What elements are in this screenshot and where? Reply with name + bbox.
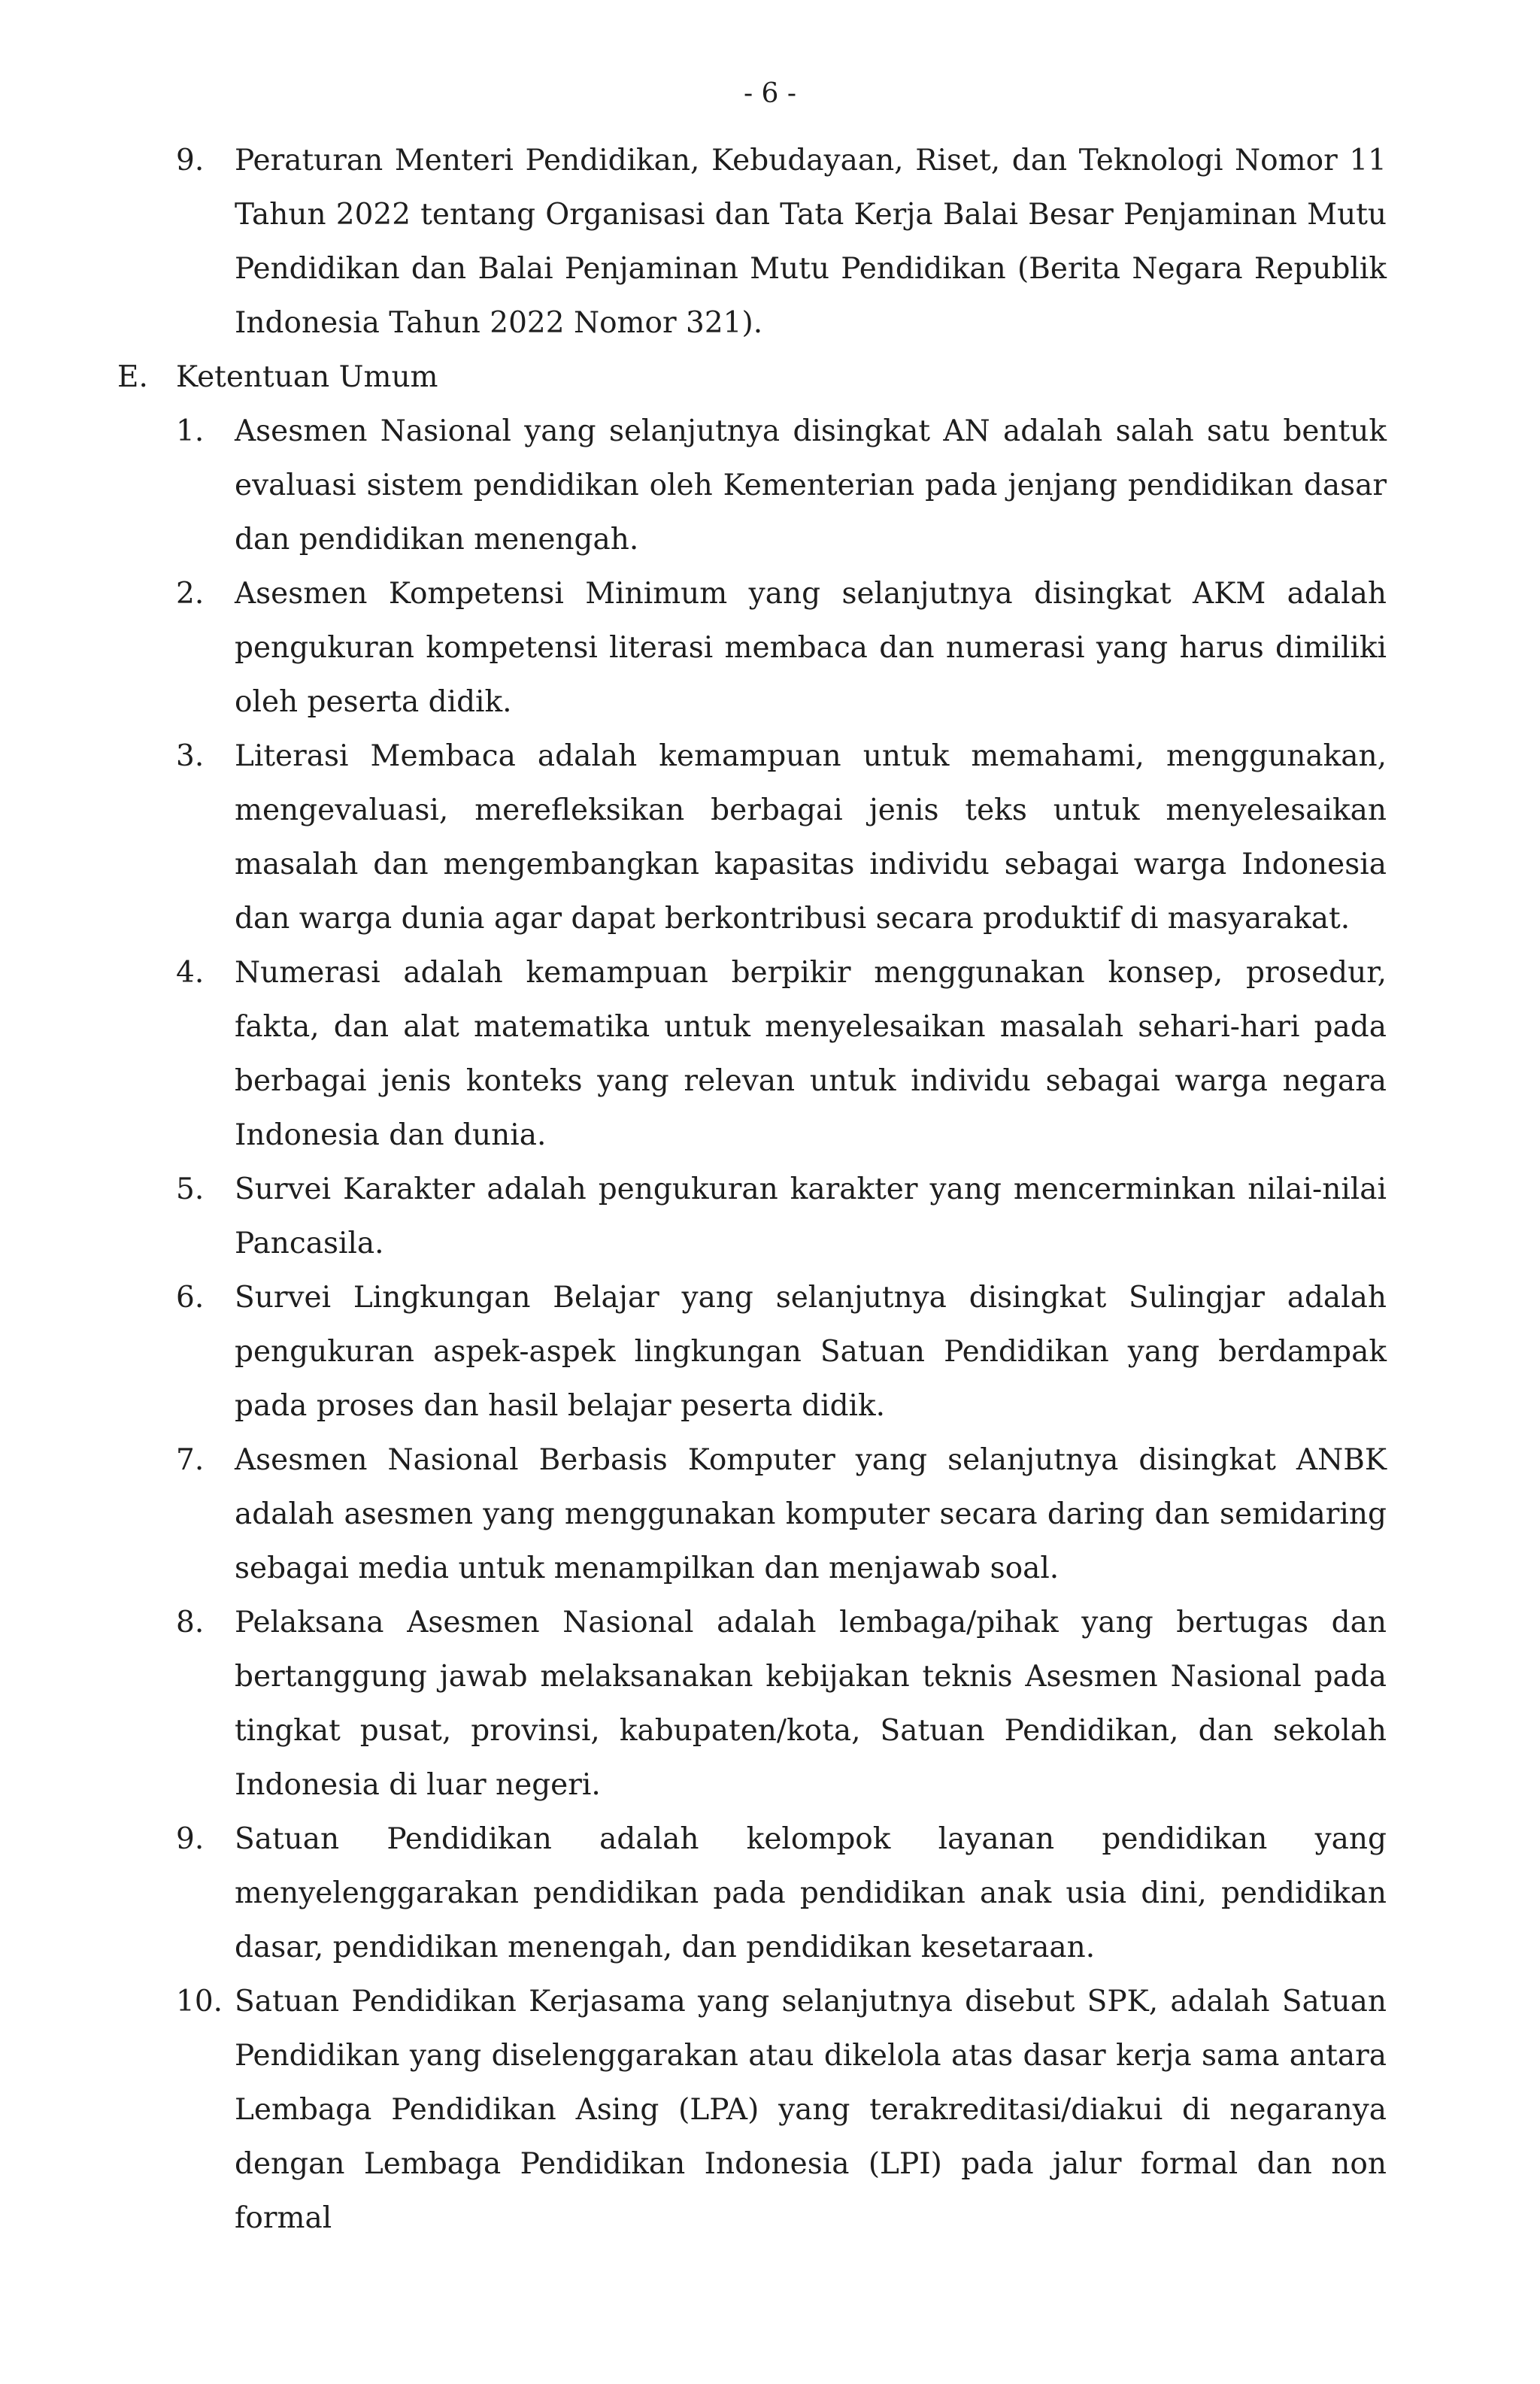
list-item (176, 1163, 1387, 1271)
list-item (176, 1975, 1387, 2246)
item-number: 6. (176, 1281, 205, 1315)
item-number: 5. (176, 1172, 205, 1206)
item-text: Literasi Membaca adalah kemampuan untuk memahami, menggunakan, mengevaluasi, merefleksikan berbagai jenis teks untuk menyelesaikan masalah dan mengembangkan kapasitas individu sebagai warga Indonesia dan warga dunia agar dapat berkontribusi secara produktif di masyarakat. (235, 739, 1387, 936)
item-text: Survei Lingkungan Belajar yang selanjutnya disingkat Sulingjar adalah pengukuran aspek-aspek lingkungan Satuan Pendidikan yang berdampak pada proses dan hasil belajar peserta didik. (235, 1281, 1387, 1423)
item-text: Numerasi adalah kemampuan berpikir menggunakan konsep, prosedur, fakta, dan alat matematika untuk menyelesaikan masalah sehari-hari pada berbagai jenis konteks yang relevan untuk individu sebagai warga negara Indonesia dan dunia. (235, 956, 1387, 1152)
item-text: Survei Karakter adalah pengukuran karakter yang mencerminkan nilai-nilai Pancasila. (235, 1172, 1387, 1260)
list-item (176, 567, 1387, 729)
item-number: 1. (176, 414, 205, 448)
item-number: 7. (176, 1443, 205, 1477)
definitions-list (176, 405, 1387, 2246)
section-letter: E. (117, 360, 148, 394)
item-number: 8. (176, 1606, 205, 1639)
legal-basis-item (176, 134, 1387, 350)
item-text: Asesmen Nasional yang selanjutnya disingkat AN adalah salah satu bentuk evaluasi sistem pendidikan oleh Kementerian pada jenjang pendidikan dasar dan pendidikan menengah. (235, 414, 1387, 557)
item-text: Pelaksana Asesmen Nasional adalah lembaga/pihak yang bertugas dan bertanggung jawab melaksanakan kebijakan teknis Asesmen Nasional pada tingkat pusat, provinsi, kabupaten/kota, Satuan Pendidikan, dan sekolah Indonesia di luar negeri. (235, 1606, 1387, 1802)
section-heading (117, 350, 1387, 405)
section-title: Ketentuan Umum (176, 360, 438, 394)
list-item (176, 946, 1387, 1163)
list-item (176, 729, 1387, 946)
page-number: - 6 - (743, 78, 797, 109)
list-item (176, 405, 1387, 567)
item-text: Asesmen Kompetensi Minimum yang selanjutnya disingkat AKM adalah pengukuran kompetensi literasi membaca dan numerasi yang harus dimiliki oleh peserta didik. (235, 577, 1387, 719)
list-item (176, 1812, 1387, 1975)
list-item (176, 1271, 1387, 1433)
item-text: Asesmen Nasional Berbasis Komputer yang selanjutnya disingkat ANBK adalah asesmen yang menggunakan komputer secara daring dan semidaring sebagai media untuk menampilkan dan menjawab soal. (235, 1443, 1387, 1585)
document-body (117, 134, 1387, 2246)
item-number: 2. (176, 577, 205, 611)
item-text: Satuan Pendidikan adalah kelompok layanan pendidikan yang menyelenggarakan pendidikan pada pendidikan anak usia dini, pendidikan dasar, pendidikan menengah, dan pendidikan kesetaraan. (235, 1822, 1387, 1964)
item-number: 9. (176, 144, 205, 177)
item-number: 10. (176, 1985, 223, 2019)
list-item (176, 1596, 1387, 1812)
item-number: 4. (176, 956, 205, 990)
item-number: 9. (176, 1822, 205, 1856)
item-text: Peraturan Menteri Pendidikan, Kebudayaan, Riset, dan Teknologi Nomor 11 Tahun 2022 tentang Organisasi dan Tata Kerja Balai Besar Penjaminan Mutu Pendidikan dan Balai Penjaminan Mutu Pendidikan (Berita Negara Republik Indonesia Tahun 2022 Nomor 321). (235, 144, 1387, 340)
item-number: 3. (176, 739, 205, 773)
list-item (176, 1433, 1387, 1596)
item-text: Satuan Pendidikan Kerjasama yang selanjutnya disebut SPK, adalah Satuan Pendidikan yang diselenggarakan atau dikelola atas dasar kerja sama antara Lembaga Pendidikan Asing (LPA) yang terakreditasi/diakui di negaranya dengan Lembaga Pendidikan Indonesia (LPI) pada jalur formal dan non formal (235, 1985, 1387, 2235)
